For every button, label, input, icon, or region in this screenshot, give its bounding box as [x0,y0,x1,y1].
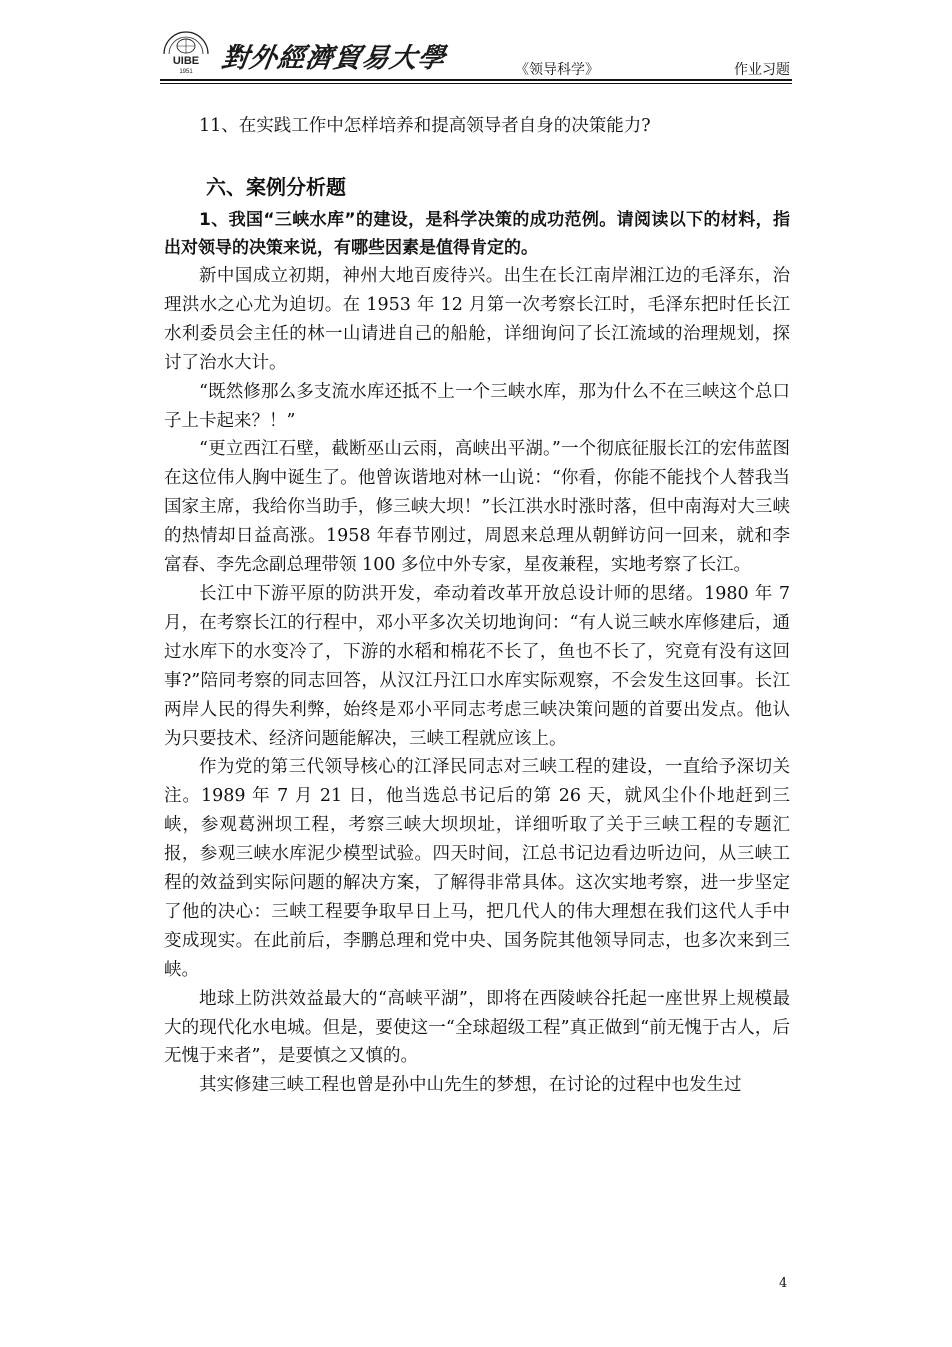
svg-text:UIBE: UIBE [172,55,200,67]
section-heading: 六、案例分析题 [206,175,346,199]
header-rule-thin [160,83,792,84]
paragraph: “既然修那么多支流水库还抵不上一个三峡水库，那为什么不在三峡这个总口子上卡起来？！” [164,381,790,431]
course-title: 《领导科学》 [515,62,599,78]
page-header [160,28,792,82]
paragraph: 长江中下游平原的防洪开发，牵动着改革开放总设计师的思绪。1980 年 7 月，在考察长江的行程中，邓小平多次关切地询问：“有人说三峡水库修建后，通过水库下的水变冷了，下游的水稻和棉花不长了，鱼也不长了，究竟有没有这回事?”陪同考察的同志回答，从汉江丹江口水库实际观察，不会发生这回事。长江两岸人民的得失利弊，始终是邓小平同志考虑三峡决策问题的首要出发点。他认为只要技术、经济问题能解决，三峡工程就应该上。 [164,583,790,749]
paragraph: 其实修建三峡工程也曾是孙中山先生的梦想，在讨论的过程中也发生过 [199,1075,742,1096]
paragraph: 作为党的第三代领导核心的江泽民同志对三峡工程的建设，一直给予深切关注。1989 年 7 月 21 日，他当选总书记后的第 26 天，就风尘仆仆地赶到三峡，参观葛洲坝工程，考察三峡大坝坝址，详细听取了关于三峡工程的专题汇报，参观三峡水库泥少模型试验。四天时间，江总书记边看边听边问，从三峡工程的效益到实际问题的解决方案，了解得非常具体。这次实地考察，进一步坚定了他的决心：三峡工程要争取早日上马，把几代人的伟大理想在我们这代人手中变成现实。在此前后，李鹏总理和党中央、国务院其他领导同志，也多次来到三峡。 [164,757,790,980]
paragraph: 新中国成立初期，神州大地百废待兴。出生在长江南岸湘江边的毛泽东，治理洪水之心尤为迫切。在 1953 年 12 月第一次考察长江时，毛泽东把时任长江水利委员会主任的林一山请进自己的船舱，详细询问了长江流域的治理规划，探讨了治水大计。 [164,266,790,373]
university-seal-icon [160,28,212,74]
header-rule [160,79,792,81]
university-name: 對外經濟貿易大學 [219,43,448,74]
document-type: 作业习题 [734,62,790,78]
page-number: 4 [779,1276,788,1291]
question-11: 11、在实践工作中怎样培养和提高领导者自身的决策能力? [199,116,651,136]
paragraph: 地球上防洪效益最大的“高峡平湖”，即将在西陵峡谷托起一座世界上规模最大的现代化水电城。但是，要使这一“全球超级工程”真正做到“前无愧于古人，后无愧于来者”，是要慎之又慎的。 [164,988,790,1067]
paragraph: “更立西江石壁，截断巫山云雨，高峡出平湖。”一个彻底征服长江的宏伟蓝图在这位伟人胸中诞生了。他曾诙谐地对林一山说：“你看，你能不能找个人替我当国家主席，我给你当助手，修三峡大坝！”长江洪水时涨时落，但中南海对大三峡的热情却日益高涨。1958 年春节刚过，周恩来总理从朝鲜访问一回来，就和李富春、李先念副总理带领 100 多位中外专家，星夜兼程，实地考察了长江。 [164,439,790,576]
page-content [164,112,790,1100]
svg-text:1951: 1951 [179,69,193,74]
case-prompt: 1、我国“三峡水库”的建设，是科学决策的成功范例。请阅读以下的材料，指出对领导的决策来说，有哪些因素是值得肯定的。 [164,210,790,258]
